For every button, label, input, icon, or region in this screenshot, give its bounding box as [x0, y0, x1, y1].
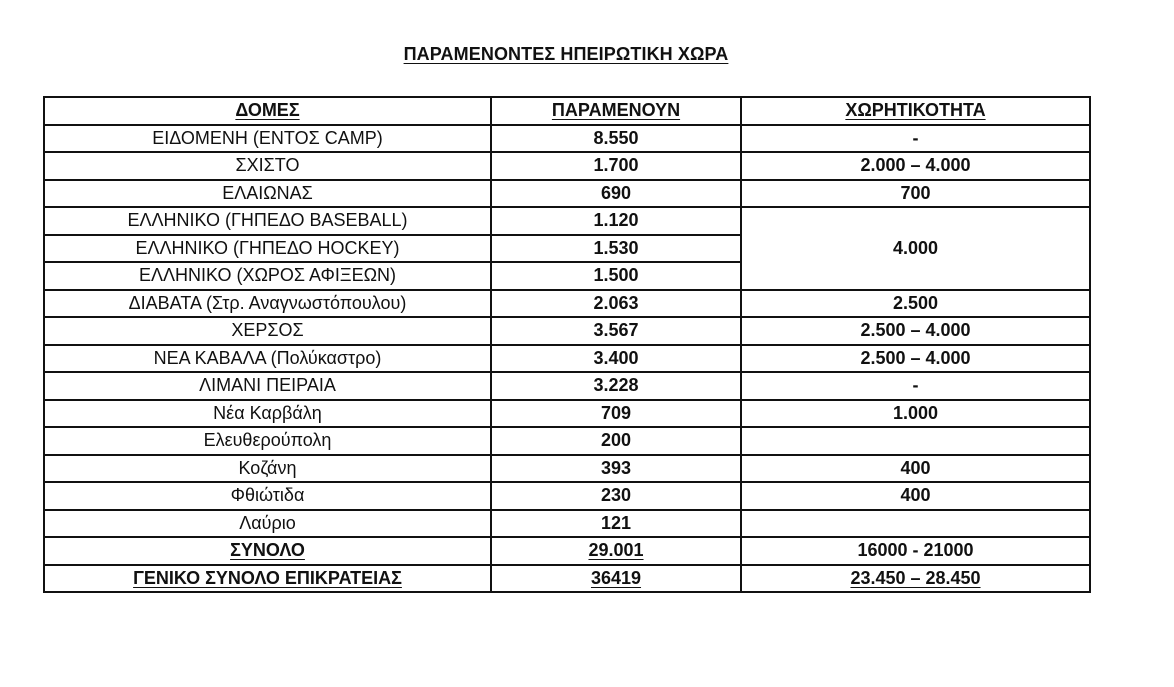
table-row: [44, 345, 1090, 373]
remaining-value: 200: [491, 427, 741, 455]
capacity-value: 400: [741, 455, 1090, 483]
capacity-value: 2.500 – 4.000: [741, 345, 1090, 373]
structure-name: Ελευθερούπολη: [44, 427, 491, 455]
table-row: [44, 372, 1090, 400]
remaining-value: 1.120: [491, 207, 741, 235]
remaining-value: 121: [491, 510, 741, 538]
capacity-value: [741, 510, 1090, 538]
document-title: ΠΑΡΑΜΕΝΟΝΤΕΣ ΗΠΕΙΡΩΤΙΚΗ ΧΩΡΑ: [403, 44, 729, 64]
remaining-value: 3.567: [491, 317, 741, 345]
structure-name: ΝΕΑ ΚΑΒΑΛΑ (Πολύκαστρο): [44, 345, 491, 373]
header-remaining: ΠΑΡΑΜΕΝΟΥΝ: [491, 97, 741, 125]
remaining-value: 690: [491, 180, 741, 208]
table-row: [44, 482, 1090, 510]
grand-total-label: ΓΕΝΙΚΟ ΣΥΝΟΛΟ ΕΠΙΚΡΑΤΕΙΑΣ: [133, 567, 402, 588]
table-row: [44, 455, 1090, 483]
capacity-value: 2.000 – 4.000: [741, 152, 1090, 180]
remaining-value: 1.530: [491, 235, 741, 263]
structure-name: Φθιώτιδα: [44, 482, 491, 510]
structure-name: ΕΛΑΙΩΝΑΣ: [44, 180, 491, 208]
capacity-value: [741, 427, 1090, 455]
table-row: [44, 290, 1090, 318]
capacity-value: -: [741, 372, 1090, 400]
structure-name: ΔΙΑΒΑΤΑ (Στρ. Αναγνωστόπουλου): [44, 290, 491, 318]
total-label: ΣΥΝΟΛΟ: [230, 540, 305, 561]
capacity-value-merged: 4.000: [741, 207, 1090, 290]
table-header-row: [44, 97, 1090, 125]
capacity-value: 400: [741, 482, 1090, 510]
remaining-value: 8.550: [491, 125, 741, 153]
structure-name: Νέα Καρβάλη: [44, 400, 491, 428]
table-row: [44, 427, 1090, 455]
capacity-value: 1.000: [741, 400, 1090, 428]
table-row: [44, 207, 1090, 235]
remaining-value: 393: [491, 455, 741, 483]
structure-name: ΣΧΙΣΤΟ: [44, 152, 491, 180]
structure-name: ΛΙΜΑΝΙ ΠΕΙΡΑΙΑ: [44, 372, 491, 400]
capacity-value: 2.500: [741, 290, 1090, 318]
table-row: [44, 400, 1090, 428]
remaining-table: [43, 96, 1091, 593]
remaining-value: 230: [491, 482, 741, 510]
structure-name: ΧΕΡΣΟΣ: [44, 317, 491, 345]
header-capacity: ΧΩΡΗΤΙΚΟΤΗΤΑ: [741, 97, 1090, 125]
capacity-value: 2.500 – 4.000: [741, 317, 1090, 345]
remaining-value: 1.500: [491, 262, 741, 290]
structure-name: ΕΛΛΗΝΙΚΟ (ΧΩΡΟΣ ΑΦΙΞΕΩΝ): [44, 262, 491, 290]
remaining-value: 3.400: [491, 345, 741, 373]
total-capacity: 16000 - 21000: [857, 540, 974, 561]
table-row: [44, 317, 1090, 345]
table-row: [44, 180, 1090, 208]
total-row: [44, 537, 1090, 565]
grand-total-capacity: 23.450 – 28.450: [850, 567, 981, 588]
structure-name: ΕΛΛΗΝΙΚΟ (ΓΗΠΕΔΟ BASEBALL): [44, 207, 491, 235]
structure-name: ΕΛΛΗΝΙΚΟ (ΓΗΠΕΔΟ HOCKEY): [44, 235, 491, 263]
table-row: [44, 125, 1090, 153]
header-structures: ΔΟΜΕΣ: [44, 97, 491, 125]
capacity-value: -: [741, 125, 1090, 153]
capacity-value: 700: [741, 180, 1090, 208]
remaining-value: 709: [491, 400, 741, 428]
remaining-value: 2.063: [491, 290, 741, 318]
table-row: [44, 152, 1090, 180]
grand-total-remaining: 36419: [590, 567, 642, 588]
structure-name: Κοζάνη: [44, 455, 491, 483]
structure-name: ΕΙΔΟΜΕΝΗ (ΕΝΤΟΣ CAMP): [44, 125, 491, 153]
remaining-value: 1.700: [491, 152, 741, 180]
remaining-value: 3.228: [491, 372, 741, 400]
grand-total-row: [44, 565, 1090, 593]
table-row: [44, 510, 1090, 538]
structure-name: Λαύριο: [44, 510, 491, 538]
total-remaining: 29.001: [588, 540, 644, 561]
